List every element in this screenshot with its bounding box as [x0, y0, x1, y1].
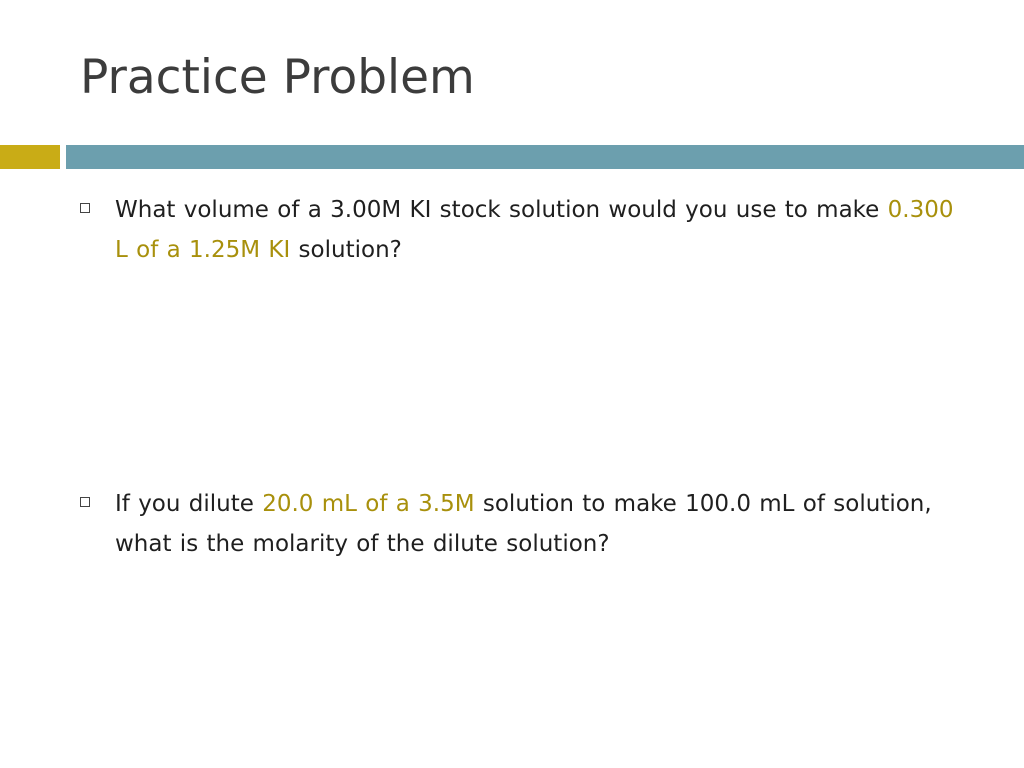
- slide-title: Practice Problem: [80, 50, 475, 105]
- bullet-2-text-before: If you dilute: [115, 491, 263, 517]
- bullet-1-highlight: 0.300 L of a 1.25M KI: [115, 197, 954, 263]
- bullet-2-text-after: solution to make 100.0 mL of solution, what is the molarity of the dilute solution?: [115, 491, 932, 557]
- bullet-text-2: [115, 484, 955, 564]
- square-outline-icon: [80, 203, 90, 213]
- bullet-text-1: [115, 190, 955, 270]
- bullet-2-highlight: 20.0 mL of a 3.5M: [262, 491, 475, 517]
- bullet-1-text-after: solution?: [290, 237, 402, 263]
- title-accent-bar: [0, 145, 60, 169]
- square-outline-icon: [80, 497, 90, 507]
- bullet-1-text-before: What volume of a 3.00M KI stock solution would you use to make: [115, 197, 888, 223]
- title-divider-bar: [66, 145, 1024, 169]
